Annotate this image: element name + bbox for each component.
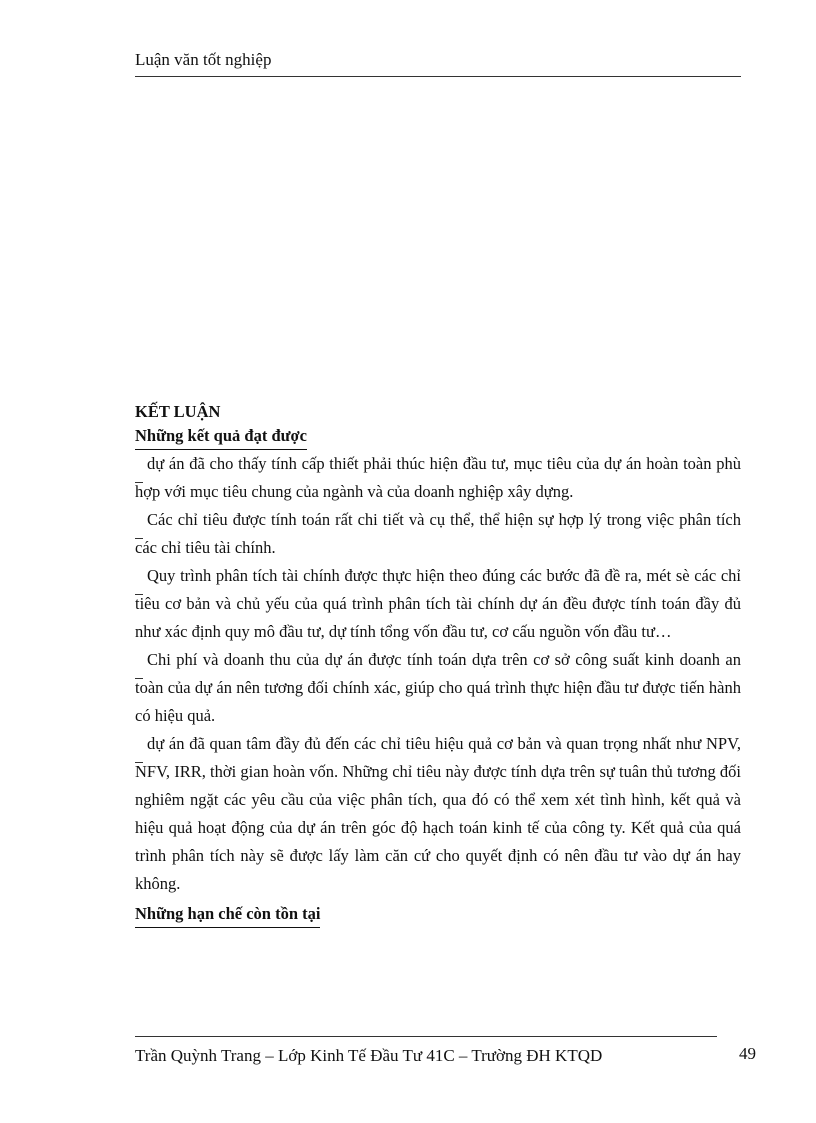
footer-author-line: Trần Quỳnh Trang – Lớp Kinh Tế Đầu Tư 41C – Trường ĐH KTQD: [135, 1046, 603, 1065]
conclusion-heading: KẾT LUẬN: [135, 402, 221, 421]
paragraph-2: [135, 506, 741, 562]
paragraph-text: dự án đã cho thấy tính cấp thiết phải thúc hiện đầu tư, mục tiêu của dự án hoàn toàn phù hợp với mục tiêu chung của ngành và của doanh nghiệp xây dựng.: [135, 454, 741, 501]
paragraph-5: [135, 730, 741, 898]
section-heading-results: Những kết quả đạt được: [135, 424, 307, 450]
paragraph-4: [135, 646, 741, 730]
header-title: Luận văn tốt nghiệp: [135, 50, 272, 69]
dash-mark: [135, 678, 143, 679]
paragraph-text: Các chỉ tiêu được tính toán rất chi tiết và cụ thể, thể hiện sự hợp lý trong việc phân tích các chỉ tiêu tài chính.: [135, 510, 741, 557]
dash-mark: [135, 538, 143, 539]
footer-rule: [135, 1036, 717, 1037]
header-rule: [135, 76, 741, 77]
paragraph-3: [135, 562, 741, 646]
paragraph-text: dự án đã quan tâm đầy đủ đến các chỉ tiêu hiệu quả cơ bản và quan trọng nhất như NPV, NFV, IRR, thời gian hoàn vốn. Những chỉ tiêu này được tính dựa trên sự tuân thủ tương đối nghiêm ngặt các yêu cầu của việc phân tích, qua đó có thể xem xét tình hình, kết quả và hiệu quả hoạt động của dự án trên góc độ hạch toán kinh tế của công ty. Kết quả của quá trình phân tích này sẽ được lấy làm căn cứ cho quyết định có nên đầu tư vào dự án hay không.: [135, 734, 741, 893]
dash-mark: [135, 762, 143, 763]
section-heading-limitations: Những hạn chế còn tồn tại: [135, 902, 320, 928]
paragraph-1: [135, 450, 741, 506]
paragraph-text: Quy trình phân tích tài chính được thực hiện theo đúng các bước đã đề ra, mét sè các chỉ tiêu cơ bản và chủ yếu của quá trình phân tích tài chính dự án đều được tính toán đầy đủ như xác định quy mô đầu tư, dự tính tổng vốn đầu tư, cơ cấu nguồn vốn đầu tư…: [135, 566, 741, 641]
dash-mark: [135, 594, 143, 595]
page-number: 49: [739, 1044, 756, 1063]
dash-mark: [135, 482, 143, 483]
page-header: [135, 48, 741, 72]
paragraph-text: Chi phí và doanh thu của dự án được tính toán dựa trên cơ sở công suất kinh doanh an toàn của dự án nên tương đối chính xác, giúp cho quá trình thực hiện đầu tư được tiến hành có hiệu quả.: [135, 650, 741, 725]
main-content: [135, 400, 741, 928]
